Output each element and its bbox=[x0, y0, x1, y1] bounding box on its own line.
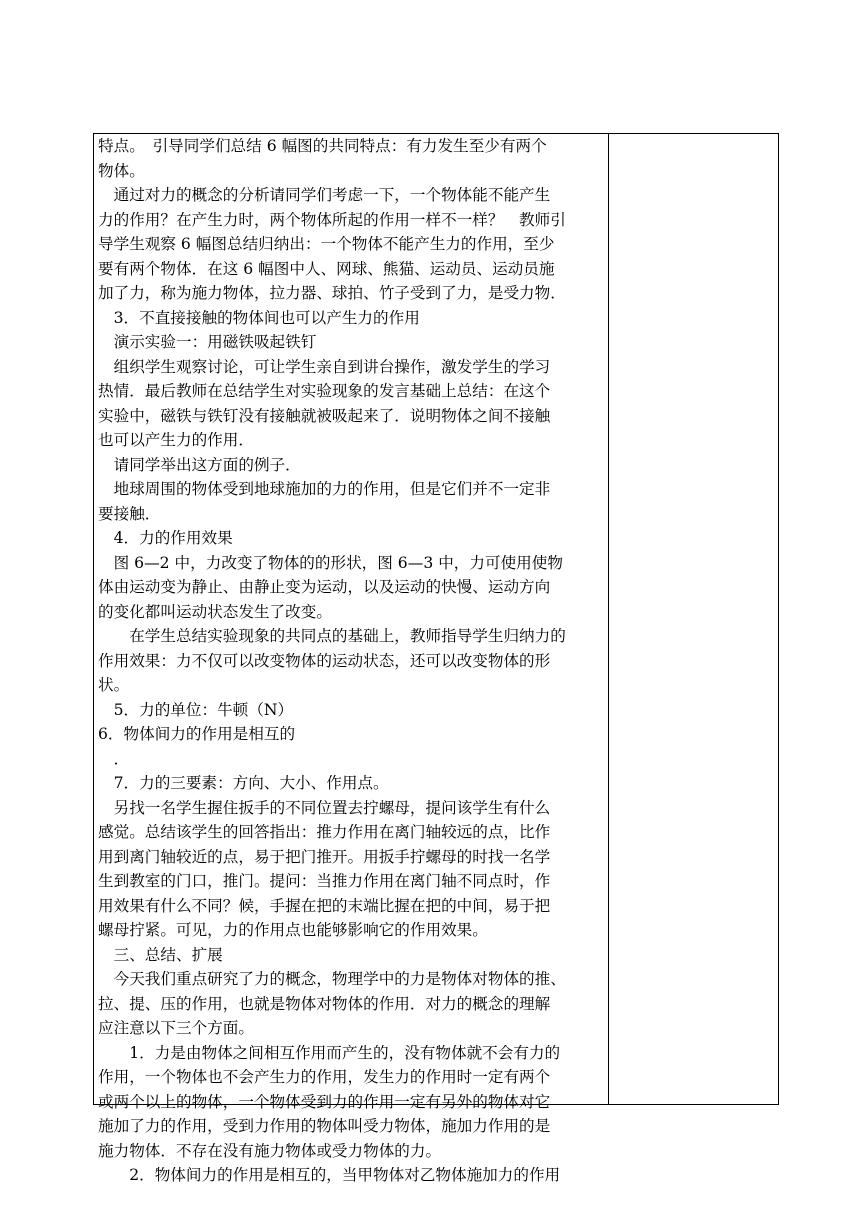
text-line: 用到离门轴较近的点，易于把门推开。用扳手拧螺母的时找一名学 bbox=[98, 847, 551, 866]
text-line: 6．物体间力的作用是相互的 bbox=[98, 725, 296, 743]
text-line: 或两个以上的物体，一个物体受到力的作用一定有另外的物体对它 bbox=[98, 1092, 551, 1111]
text-line: 螺母拧紧。可见，力的作用点也能够影响它的作用效果。 bbox=[98, 921, 488, 939]
text-line: 用效果有什么不同？候，手握在把的末端比握在把的中间，易于把 bbox=[98, 896, 551, 915]
text-line: 1．力是由物体之间相互作用而产生的，没有物体就不会有力的 bbox=[98, 1043, 561, 1062]
lesson-content-cell bbox=[98, 134, 604, 1184]
text-line: 作用效果：力不仅可以改变物体的运动状态，还可以改变物体的形 bbox=[98, 651, 551, 670]
lesson-table bbox=[93, 133, 779, 1184]
text-line: 5．力的单位：牛顿（N） bbox=[98, 700, 294, 719]
notes-cell bbox=[609, 134, 778, 1104]
text-line: 加了力，称为施力物体，拉力器、球拍、竹子受到了力，是受力物． bbox=[98, 284, 566, 302]
text-line: 要接触． bbox=[98, 504, 161, 523]
text-line: 实验中，磁铁与铁钉没有接触就被吸起来了．说明物体之间不接触 bbox=[98, 406, 551, 425]
text-line: 通过对力的概念的分析请同学们考虑一下，一个物体能不能产生 bbox=[98, 186, 551, 204]
text-line: 特点。 引导同学们总结 6 幅图的共同特点：有力发生至少有两个 bbox=[98, 137, 547, 155]
text-line: 感觉。总结该学生的回答指出：推力作用在离门轴较远的点，比作 bbox=[98, 823, 551, 841]
text-line: 组织学生观察讨论，可让学生亲自到讲台操作，激发学生的学习 bbox=[98, 357, 551, 376]
text-line: 导学生观察 6 幅图总结归纳出：一个物体不能产生力的作用，至少 bbox=[98, 235, 555, 253]
text-line: 拉、提、压的作用，也就是物体对物体的作用．对力的概念的理解 bbox=[98, 994, 551, 1013]
text-line: ． bbox=[98, 749, 130, 768]
text-line: 施加了力的作用，受到力作用的物体叫受力物体，施加力作用的是 bbox=[98, 1117, 551, 1135]
text-line: 三、总结、扩展 bbox=[98, 945, 223, 964]
text-line: 演示实验一：用磁铁吸起铁钉 bbox=[98, 333, 317, 351]
text-line: 3．不直接接触的物体间也可以产生力的作用 bbox=[98, 308, 420, 327]
text-line: 状。 bbox=[98, 676, 130, 694]
text-line: 在学生总结实验现象的共同点的基础上，教师指导学生归纳力的 bbox=[98, 627, 566, 645]
text-line: 作用，一个物体也不会产生力的作用，发生力的作用时一定有两个 bbox=[98, 1068, 551, 1086]
text-line: 也可以产生力的作用． bbox=[98, 431, 254, 449]
text-line: 请同学举出这方面的例子． bbox=[98, 455, 301, 474]
text-line: 的变化都叫运动状态发生了改变。 bbox=[98, 602, 332, 621]
text-line: 7．力的三要素：方向、大小、作用点。 bbox=[98, 774, 389, 792]
text-line: 要有两个物体．在这 6 幅图中人、网球、熊猫、运动员、运动员施 bbox=[98, 259, 555, 278]
text-line: 4．力的作用效果 bbox=[98, 529, 233, 547]
text-line: 体由运动变为静止、由静止变为运动，以及运动的快慢、运动方向 bbox=[98, 578, 551, 596]
text-line: 力的作用？在产生力时，两个物体所起的作用一样不一样？ 教师引 bbox=[98, 210, 566, 229]
text-line: 施力物体．不存在没有施力物体或受力物体的力。 bbox=[98, 1141, 442, 1160]
text-line: 今天我们重点研究了力的概念，物理学中的力是物体对物体的推、 bbox=[98, 970, 566, 988]
text-line: 应注意以下三个方面。 bbox=[98, 1019, 254, 1037]
text-line: 地球周围的物体受到地球施加的力的作用，但是它们并不一定非 bbox=[98, 480, 551, 498]
text-line: 另找一名学生握住扳手的不同位置去拧螺母，提问该学生有什么 bbox=[98, 798, 551, 817]
text-line: 图 6—2 中，力改变了物体的的形状，图 6—3 中，力可使用使物 bbox=[98, 553, 563, 572]
text-line: 生到教室的门口，推门。提问：当推力作用在离门轴不同点时，作 bbox=[98, 872, 551, 890]
text-line: 2．物体间力的作用是相互的，当甲物体对乙物体施加力的作用 bbox=[98, 1166, 561, 1184]
text-line: 物体。 bbox=[98, 161, 145, 180]
text-line: 热情．最后教师在总结学生对实验现象的发言基础上总结：在这个 bbox=[98, 382, 551, 400]
